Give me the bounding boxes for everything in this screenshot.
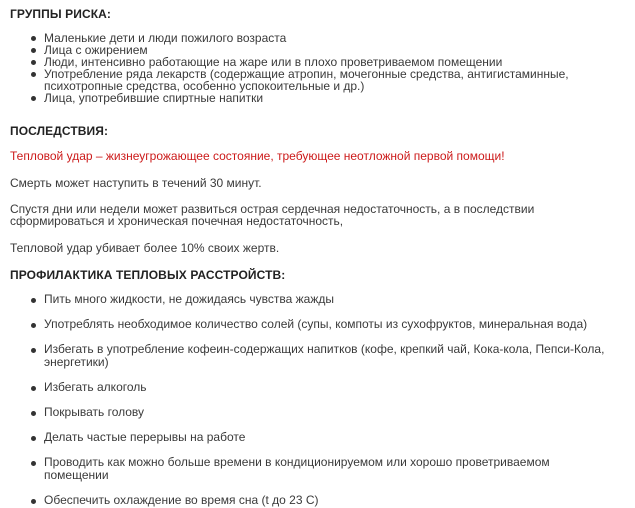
list-item: Маленькие дети и люди пожилого возраста xyxy=(0,32,600,44)
list-item: Люди, интенсивно работающие на жаре или в плохо проветриваемом помещении xyxy=(0,56,600,68)
prevention-heading: ПРОФИЛАКТИКА ТЕПЛОВЫХ РАССТРОЙСТВ: xyxy=(10,268,286,282)
list-item: Обеспечить охлаждение во время сна (t до 23 С) xyxy=(0,494,610,507)
list-item: Покрывать голову xyxy=(0,406,610,419)
risk-groups-heading: ГРУППЫ РИСКА: xyxy=(10,7,112,21)
list-item: Лица с ожирением xyxy=(0,44,600,56)
list-item: Употребление ряда лекарств (содержащие атропин, мочегонные средства, антигистаминные, психотропные средства, особенно успокоительные и др.) xyxy=(0,68,600,92)
list-item: Проводить как можно больше времени в кондиционируемом или хорошо проветриваемом помещении xyxy=(0,456,610,482)
list-item: Делать частые перерывы на работе xyxy=(0,431,610,444)
warning-text: Тепловой удар – жизнеугрожающее состояние, требующее неотложной первой помощи! xyxy=(10,149,505,163)
paragraph: Смерть может наступить в течений 30 минут. xyxy=(10,176,262,190)
risk-groups-list xyxy=(0,32,600,104)
consequences-heading: ПОСЛЕДСТВИЯ: xyxy=(10,124,109,138)
list-item: Избегать алкоголь xyxy=(0,381,610,394)
list-item: Избегать в употребление кофеин-содержащих напитков (кофе, крепкий чай, Кока-кола, Пепси-Кола, энергетики) xyxy=(0,343,610,369)
list-item: Лица, употребившие спиртные напитки xyxy=(0,92,600,104)
paragraph: Тепловой удар убивает более 10% своих жертв. xyxy=(10,241,280,255)
list-item: Употреблять необходимое количество солей (супы, компоты из сухофруктов, минеральная вода) xyxy=(0,318,610,331)
prevention-list xyxy=(0,293,610,507)
paragraph: Спустя дни или недели может развиться острая сердечная недостаточность, а в последствии сформироваться и хроническая почечная недостаточность, xyxy=(10,202,535,228)
list-item: Пить много жидкости, не дожидаясь чувства жажды xyxy=(0,293,610,306)
